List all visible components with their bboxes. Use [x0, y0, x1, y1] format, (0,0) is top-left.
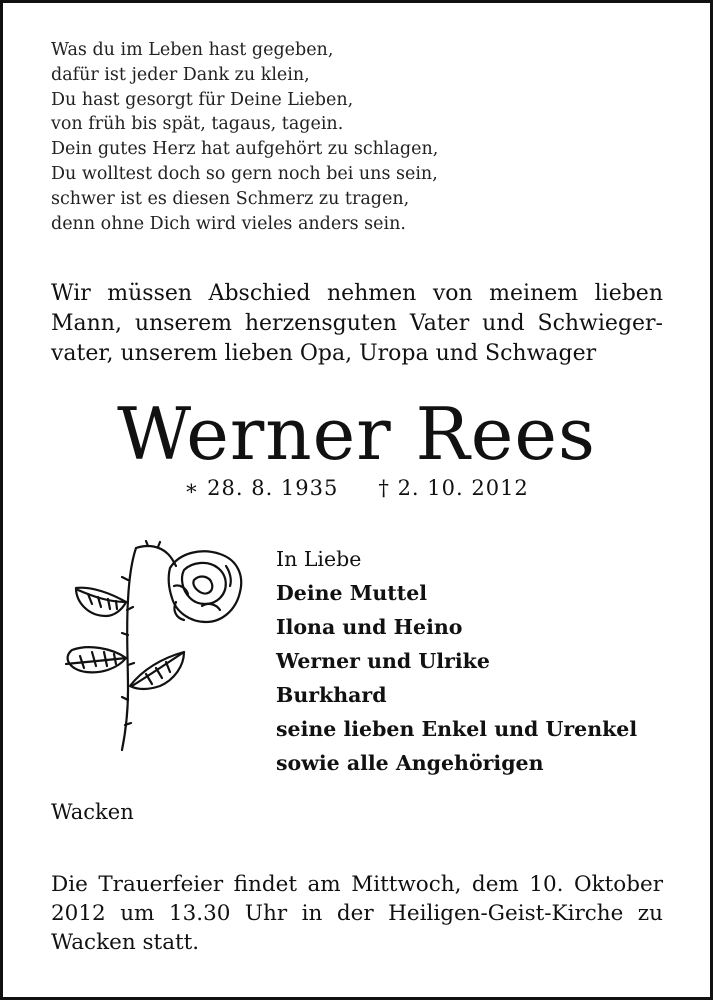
intro-line: Wir müssen Abschied nehmen von meinem lieben: [51, 281, 663, 306]
deceased-name: Werner Rees: [117, 392, 596, 476]
poem-line: von früh bis spät, tagaus, tagein.: [51, 114, 344, 135]
poem-line: schwer ist es diesen Schmerz zu tragen,: [51, 188, 410, 209]
birth-date: ∗ 28. 8. 1935: [184, 476, 339, 500]
intro-line: vater, unserem lieben Opa, Uropa und Schwager: [51, 341, 597, 366]
poem-line: Was du im Leben hast gegeben,: [51, 40, 334, 60]
family-member: Werner und Ulrike: [276, 649, 490, 673]
poem-line: denn ohne Dich wird vieles anders sein.: [51, 213, 406, 234]
poem-line: Du hast gesorgt für Deine Lieben,: [51, 89, 354, 110]
family-member: Ilona und Heino: [276, 615, 463, 639]
family-member: sowie alle Angehörigen: [276, 751, 544, 775]
poem-line: Du wolltest doch so gern noch bei uns sein,: [51, 163, 438, 184]
poem-line: dafür ist jeder Dank zu klein,: [51, 64, 310, 85]
family-member: seine lieben Enkel und Urenkel: [276, 717, 638, 741]
rose-icon: [52, 540, 262, 755]
poem: [51, 38, 651, 236]
death-date: † 2. 10. 2012: [378, 476, 529, 500]
life-dates: [0, 476, 713, 500]
farewell-intro: [51, 279, 663, 369]
funeral-notice: [51, 870, 663, 957]
notice-line: 2012 um 13.30 Uhr in der Heiligen-Geist-Kirche zu: [51, 901, 663, 926]
place-name: Wacken: [51, 800, 134, 824]
notice-line: Die Trauerfeier findet am Mittwoch, dem 10. Oktober: [51, 872, 663, 897]
family-member: Burkhard: [276, 683, 387, 707]
family-lead: In Liebe: [276, 547, 362, 571]
intro-line: Mann, unserem herzensguten Vater und Schwieger-: [51, 311, 663, 336]
mourners-list: [276, 542, 637, 780]
poem-line: Dein gutes Herz hat aufgehört zu schlagen,: [51, 139, 439, 160]
notice-line: Wacken statt.: [51, 930, 200, 955]
family-member: Deine Muttel: [276, 581, 428, 605]
